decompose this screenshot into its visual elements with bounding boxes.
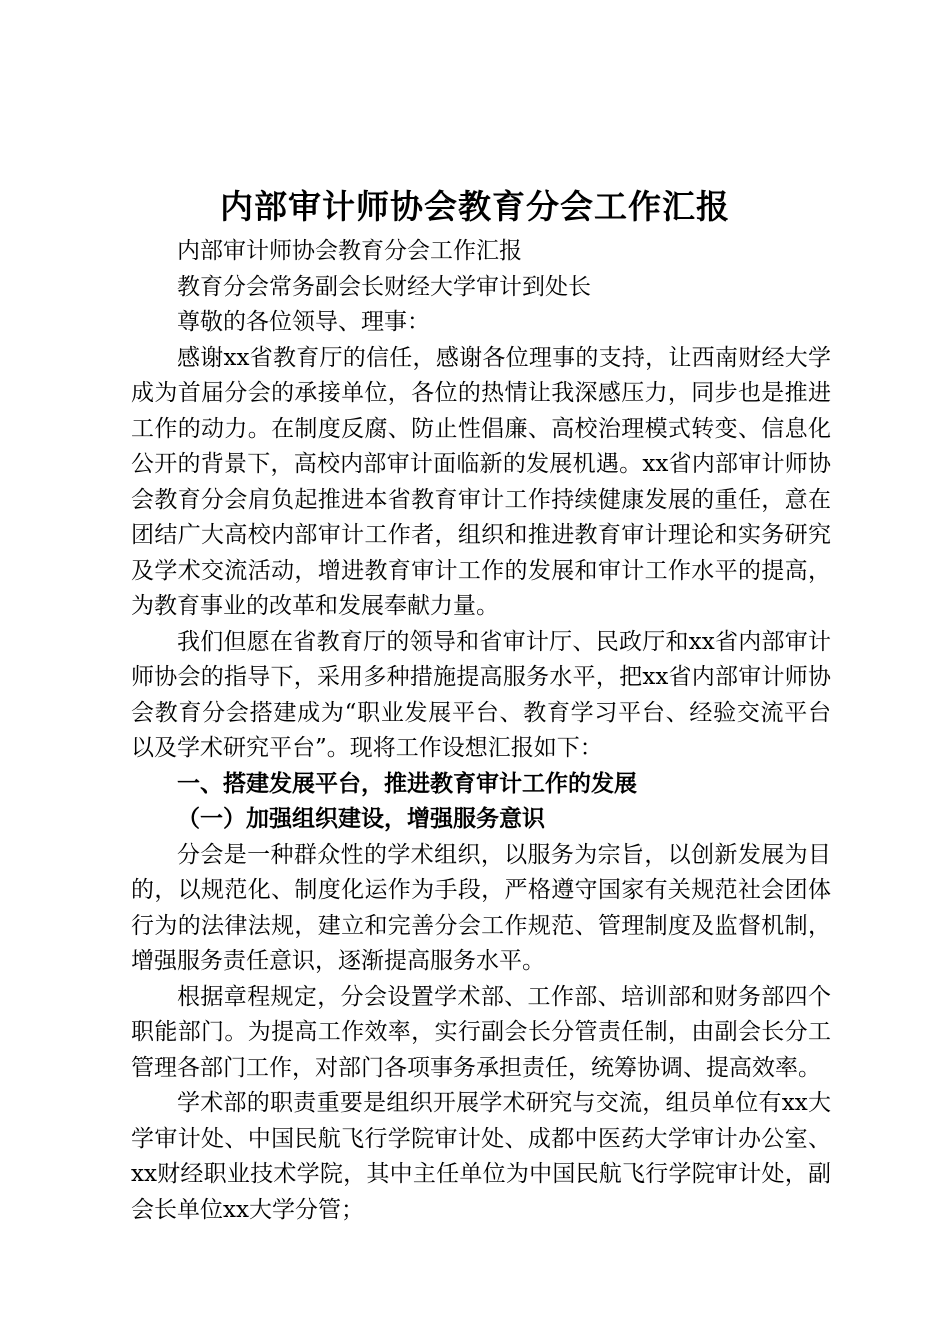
author-line: 教育分会常务副会长财经大学审计到处长 [177,273,591,300]
body-paragraph: 根据章程规定，分会设置学术部、工作部、培训部和财务部四个职能部门。为提高工作效率，实行副会长分管责任制，由副会长分工管理各部门工作，对部门各项事务承担责任，统筹协调、提高效率。 [131,983,831,1081]
salutation: 尊敬的各位领导、理事： [177,309,430,335]
document-title: 内部审计师协会教育分会工作汇报 [220,187,730,226]
body-paragraph: 我们但愿在省教育厅的领导和省审计厅、民政厅和xx省内部审计师协会的指导下，采用多种措施提高服务水平，把xx省内部审计师协会教育分会搭建成为“职业发展平台、教育学习平台、经验交流平台以及学术研究平台”。现将工作设想汇报如下： [131,628,831,761]
body-paragraph: 分会是一种群众性的学术组织，以服务为宗旨，以创新发展为目的，以规范化、制度化运作为手段，严格遵守国家有关规范社会团体行为的法律法规，建立和完善分会工作规范、管理制度及监督机制，增强服务责任意识，逐渐提高服务水平。 [131,841,831,974]
section-heading: 一、搭建发展平台，推进教育审计工作的发展 [177,770,637,797]
subsection-heading: （一）加强组织建设，增强服务意识 [177,806,545,832]
document-body [131,234,831,1228]
body-paragraph: 学术部的职责重要是组织开展学术研究与交流，组员单位有xx大学审计处、中国民航飞行学院审计处、成都中医药大学审计办公室、xx财经职业技术学院，其中主任单位为中国民航飞行学院审计处，副会长单位xx大学分管； [131,1090,831,1223]
body-paragraph: 感谢xx省教育厅的信任，感谢各位理事的支持，让西南财经大学成为首届分会的承接单位，各位的热情让我深感压力，同步也是推进工作的动力。在制度反腐、防止性倡廉、高校治理模式转变、信息化公开的背景下，高校内部审计面临新的发展机遇。xx省内部审计师协会教育分会肩负起推进本省教育审计工作持续健康发展的重任，意在团结广大高校内部审计工作者，组织和推进教育审计理论和实务研究及学术交流活动，增进教育审计工作的发展和审计工作水平的提高，为教育事业的改革和发展奉献力量。 [131,344,831,619]
subtitle-paragraph: 内部审计师协会教育分会工作汇报 [177,238,522,264]
